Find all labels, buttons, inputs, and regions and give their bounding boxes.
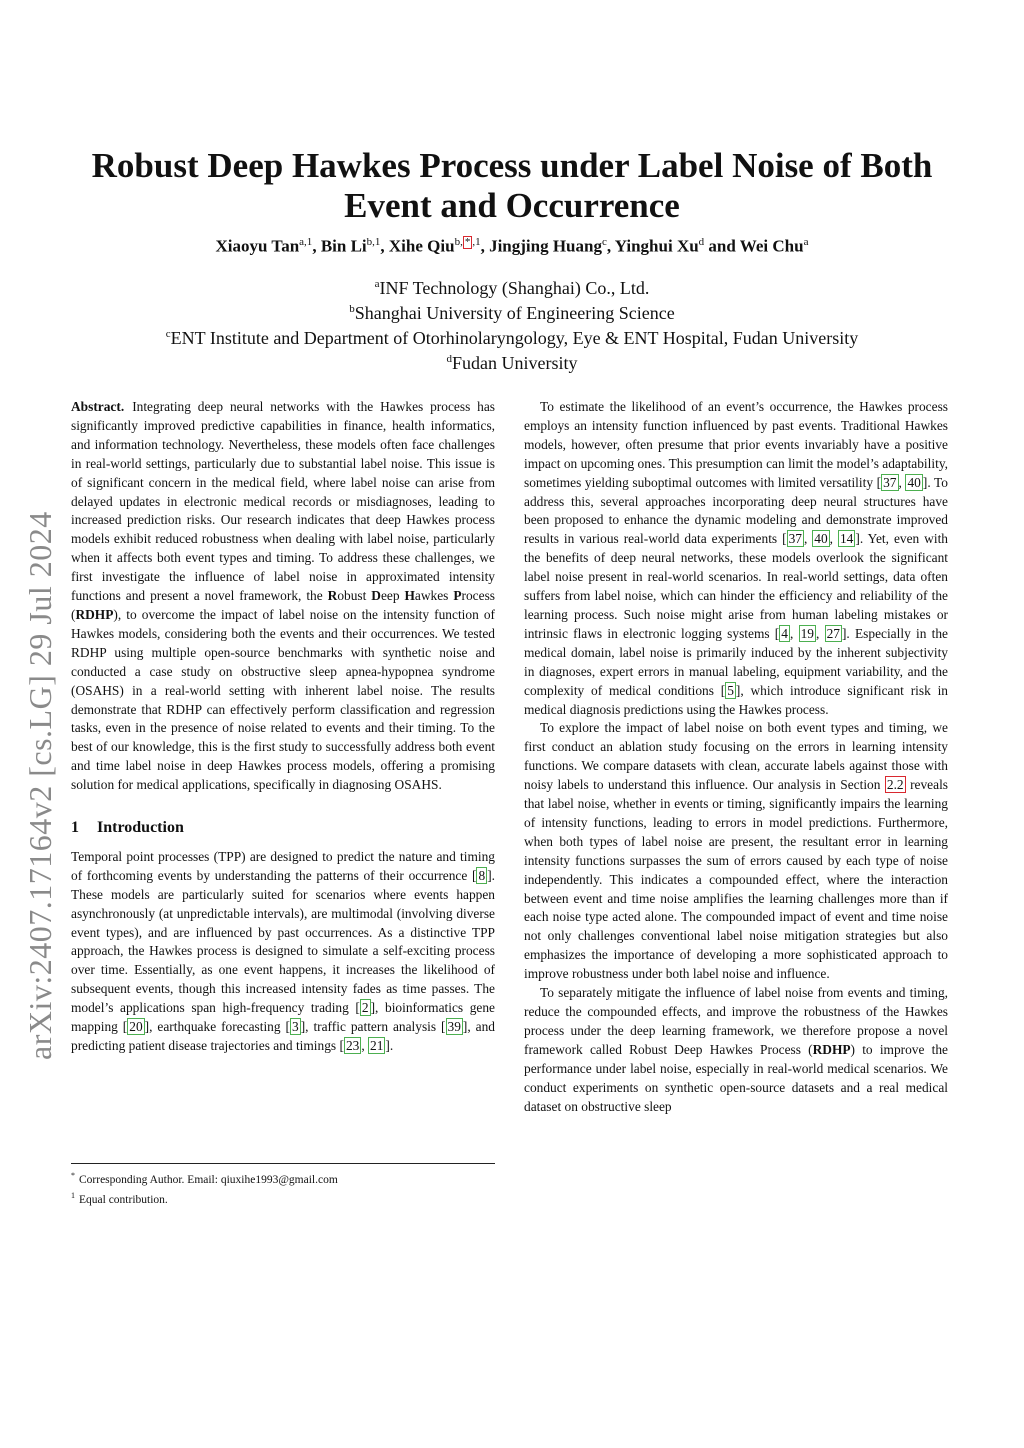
author-name: Bin Li (320, 236, 367, 256)
author-superscript: a,1 (299, 236, 313, 248)
footnote-rule (71, 1163, 495, 1164)
section-heading-introduction: 1 Introduction (71, 819, 184, 837)
citation-link[interactable]: 14 (839, 531, 854, 547)
citation-link[interactable]: 4 (781, 625, 788, 641)
body-paragraph: To separately mitigate the influence of label noise from events and timing, reduce the compounded effects, and improve the robustness of the Hawkes process under the deep learning framework, we therefore propose a novel framework called Robust Deep Hawkes Process (RDHP) to improve the performance under label noise, especially in real-world medical scenarios. We conduct experiments on synthetic open-source datasets and a real medical dataset on obstructive sleep (524, 985, 949, 1114)
citation-link[interactable]: 3 (291, 1019, 299, 1035)
intro-paragraph: Temporal point processes (TPP) are designed to predict the nature and timing of forthcoming events by understanding the patterns of their occurrence [ 8 ]. These models are particularly suited for scenarios where events happen asynchronously (at unpredictable intervals), are multimodal (involving diverse event types), and are influenced by past occurrences. As a distinctive TPP approach, the Hawkes process is designed to simulate a self-exciting process over time. Essentially, as one event happens, it increases the likelihood of subsequent events, though this increased intensity fades as time passes. The model’s applications span high-frequency trading [ 2 ], bioinformatics gene mapping [ 20 ], earthquake forecasting [ 3 ], traffic pattern analysis [ 39 ], and predicting patient disease trajectories and timings [ 23 , 21 ]. (71, 848, 495, 1053)
author-name: Xihe Qiu (388, 236, 455, 256)
author-list: Xiaoyu Tan$^{a,1}$, Bin Li$^{b,1}$, Xihe Qiu$^{b, * ,1}$, Jingjing Huang$^c$, Yinghui Xu$^d$ and Wei Chu$^a$ (215, 236, 809, 256)
section-reference-link[interactable]: 2.2 (886, 777, 904, 793)
abstract-heading: Abstract. (71, 399, 125, 414)
abstract-paragraph: Abstract. Integrating deep neural networks with the Hawkes process has significantly improved predictive capabilities in finance, health informatics, and information technology. Nevertheless, these models often face challenges in real-world settings, particularly due to substantial label noise. This issue is of significant concern in the medical field, where label noise can arise from delayed updates in electronic medical records or misdiagnoses, leading to increased prediction risks. Our research indicates that deep Hawkes process models exhibit reduced robustness when dealing with label noise, particularly when it affects both event types and timing. To address these challenges, we first investigate the influence of label noise in approximated intensity functions and present a novel framework, the Robust Deep Hawkes Process (RDHP), to overcome the impact of label noise on the intensity function of Hawkes models, considering both the events and their occurrences. We tested RDHP using multiple open-source benchmarks with synthetic noise and conducted a case study on obstructive sleep apnea-hypopnea syndrome (OSAHS) in a real-world setting with inherent label noise. The results demonstrate that RDHP can effectively perform classification and regression tasks, even in the presence of noise related to events and their timing. To the best of our knowledge, this is the first study to successfully address both event and time label noise in deep Hawkes process models, offering a promising solution for medical applications, specifically in diagnosing OSAHS. (71, 399, 495, 793)
affiliation-list (40, 274, 984, 374)
arxiv-identifier-stamp: arXiv:2407.17164v2 [cs.LG] 29 Jul 2024 (22, 511, 58, 1060)
citation-link[interactable]: 40 (907, 474, 921, 490)
affiliation: $^a$INF Technology (Shanghai) Co., Ltd. (374, 278, 650, 298)
citation-link[interactable]: 2 (361, 1000, 369, 1016)
affiliation: $^b$Shanghai University of Engineering Science (349, 303, 675, 323)
left-column (71, 398, 495, 1056)
body-paragraph: To explore the impact of label noise on both event types and timing, we first conduct an ablation study focusing on the errors in learning intensity functions. We compare datasets with clean, accurate labels against those with noisy labels to understand this influence. Our analysis in Section 2.2 reveals that label noise, whether in events or timing, significantly impairs the learning of intensity functions, leading to errors in model predictions. Furthermore, when both types of label noise are present, the resultant error in learning intensity functions surpasses the sum of errors caused by each type of noise independently. This indicates a compounded effect, where the interaction between event and time noise amplifies the learning challenges more than if each noise type acted alone. The compounded impact of event and time noise not only challenges conventional label noise mitigation strategies but also emphasizes the importance of developing a more sophisticated approach to improve robustness under both label noise and influence. (524, 720, 948, 982)
citation-link[interactable]: 27 (826, 625, 840, 641)
title-line-2: Event and Occurrence (344, 186, 680, 225)
citation-link[interactable]: 40 (814, 531, 828, 547)
footnote-equal-contribution: $^1$ Equal contribution. (71, 1190, 168, 1206)
citation-link[interactable]: 39 (447, 1019, 461, 1035)
footnote-corresponding: * Corresponding Author. Email: qiuxihe1993@gmail.com (71, 1171, 338, 1186)
body-paragraph: To estimate the likelihood of an event’s occurrence, the Hawkes process employs an intensity function influenced by past events. Traditional Hawkes models, however, often presume that prior events invariably have a positive impact on upcoming ones. This presumption can limit the model’s adaptability, sometimes yielding suboptimal outcomes with limited versatility [ 37 , 40 ]. To address this, several approaches incorporating deep neural structures have been proposed to enhance the dynamic modeling and demonstrate improved results in various real-world data experiments [ 37 , 40 , 14 ]. Yet, even with the benefits of deep neural networks, these models overlook the significant label noise present in real-world scenarios. In real-world settings, data often suffers from label noise, which can hinder the efficiency and reliability of the learning process. Such noise might arise from human labeling mistakes or intrinsic flaws in electronic logging systems [ 4 , 19 , 27 ]. Especially in the medical domain, label noise is primarily induced by the inherent subjectivity in diagnoses, expert errors in manual labeling, equipment variability, and the complexity of medical conditions [ 5 ], which introduce significant risk in medical diagnosis predictions using the Hawkes process. (524, 399, 949, 717)
title-line-1: Robust Deep Hawkes Process under Label Noise of Both (91, 146, 933, 185)
author-name: Jingjing Huang (489, 236, 602, 256)
citation-link[interactable]: 37 (788, 531, 802, 547)
citation-link[interactable]: 5 (727, 682, 734, 698)
footnotes (71, 1168, 495, 1208)
citation-link[interactable]: 23 (345, 1038, 360, 1053)
affiliation: $^d$Fudan University (446, 353, 578, 373)
citation-link[interactable]: 19 (800, 625, 814, 641)
author-superscript: b,1 (366, 236, 381, 248)
corresponding-author-link[interactable]: * (464, 236, 471, 248)
citation-link[interactable]: 37 (883, 474, 897, 490)
acronym: RDHP (75, 606, 114, 622)
right-column (524, 398, 948, 1116)
author-superscript: d (698, 236, 705, 248)
author-name: Yinghui Xu (614, 236, 699, 256)
author-name: Wei Chu (739, 236, 804, 256)
author-superscript: a (803, 236, 809, 248)
affiliation: $^c$ENT Institute and Department of Otorhinolaryngology, Eye & ENT Hospital, Fudan University (165, 328, 859, 348)
citation-link[interactable]: 21 (370, 1038, 384, 1053)
author-name: Xiaoyu Tan (215, 236, 300, 256)
citation-link[interactable]: 8 (478, 867, 486, 883)
paper-title (40, 146, 984, 226)
author-superscript: b, * ,1 (454, 236, 481, 248)
citation-link[interactable]: 20 (129, 1019, 143, 1035)
author-superscript: c (601, 236, 607, 248)
